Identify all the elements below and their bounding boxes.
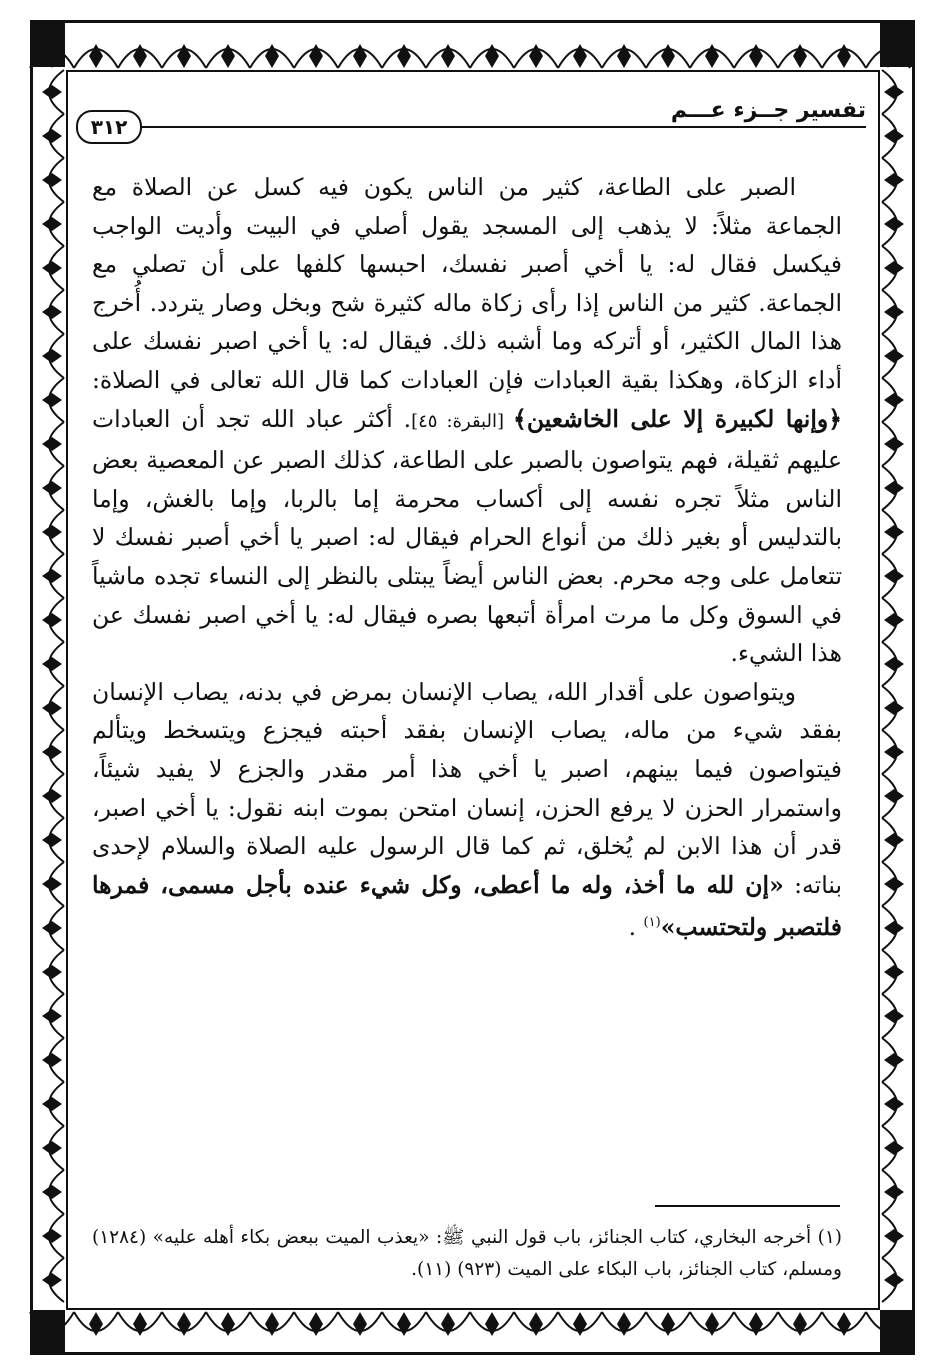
- header-rule: [134, 126, 866, 128]
- footnote-marker: (١): [643, 915, 661, 931]
- paragraph-2-end: .: [628, 913, 644, 942]
- running-title: تفسير جــزء عـــم: [670, 98, 866, 123]
- verse-reference: [البقرة: ٤٥]: [411, 410, 514, 432]
- paragraph-1-continued: . أكثر عباد الله تجد أن العبادات عليهم ثقيلة، فهم يتواصون بالصبر على الطاعة، كذلك الصبر عن المعصية بعض الناس مثلاً تجره نفسه إلى أكساب محرمة إما بالربا، وإما بالغش، وإما بالتدليس أو بغير ذلك من أنواع الحرام فيقال له: اصبر يا أخي أصبر نفسك لا تتعامل على وجه محرم. بعض الناس أيضاً يبتلى بالنظر إلى النساء تجده ماشياً في السوق وكل ما مرت امرأة أتبعها بصره فيقال له: يا أخي اصبر نفسك عن هذا الشيء.: [92, 404, 842, 668]
- paragraph-1-text: الصبر على الطاعة، كثير من الناس يكون فيه كسل عن الصلاة مع الجماعة مثلاً: لا يذهب إلى المسجد يقول أصلي في البيت وأديت الواجب فيكسل فقال له: يا أخي أصبر نفسك، احبسها كلفها على أن تصلي مع الجماعة. كثير من الناس إذا رأى زكاة ماله كثيرة شح وبخل وصار يتردد. أُخرج هذا المال الكثير، أو أتركه وما أشبه ذلك. فيقال له: يا أخي اصبر نفسك على أداء الزكاة، وهكذا بقية العبادات فإن العبادات كما قال الله تعالى في الصلاة:: [92, 173, 842, 394]
- paragraph-2: [92, 673, 842, 947]
- page-header: [76, 96, 866, 148]
- footnote-separator: [655, 1205, 840, 1207]
- paragraph-2-text: ويتواصون على أقدار الله، يصاب الإنسان بمرض في بدنه، يصاب الإنسان بفقد شيء من ماله، يصاب الإنسان بفقد أحبته فيجزع ويتسخط ويتألم فيتواصون فيما بينهم، اصبر يا أخي هذا أمر مقدر والجزع لا يفيد شيئاً، واستمرار الحزن لا يرفع الحزن، إنسان امتحن بموت ابنه نقول: يا أخي اصبر، قدر أن هذا الابن لم يُخلق، ثم كما قال الرسول عليه الصلاة والسلام لإحدى بناته:: [92, 677, 842, 899]
- hadith-quote: «إن لله ما أخذ، وله ما أعطى، وكل شيء عنده بأجل مسمى، فمرها فلتصبر ولتحتسب»: [92, 870, 842, 942]
- footnote: (١) أخرجه البخاري، كتاب الجنائز، باب قول النبي ﷺ: «يعذب الميت ببعض بكاء أهله عليه» (١٢٨٤) ومسلم، كتاب الجنائز، باب البكاء على الميت (٩٢٣) (١١).: [92, 1227, 842, 1280]
- quran-verse: ﴿وإنها لكبيرة إلا على الخاشعين﴾: [513, 404, 842, 433]
- body-text: [92, 168, 842, 947]
- page-number: ٣١٢: [76, 110, 142, 144]
- paragraph-1: [92, 168, 842, 673]
